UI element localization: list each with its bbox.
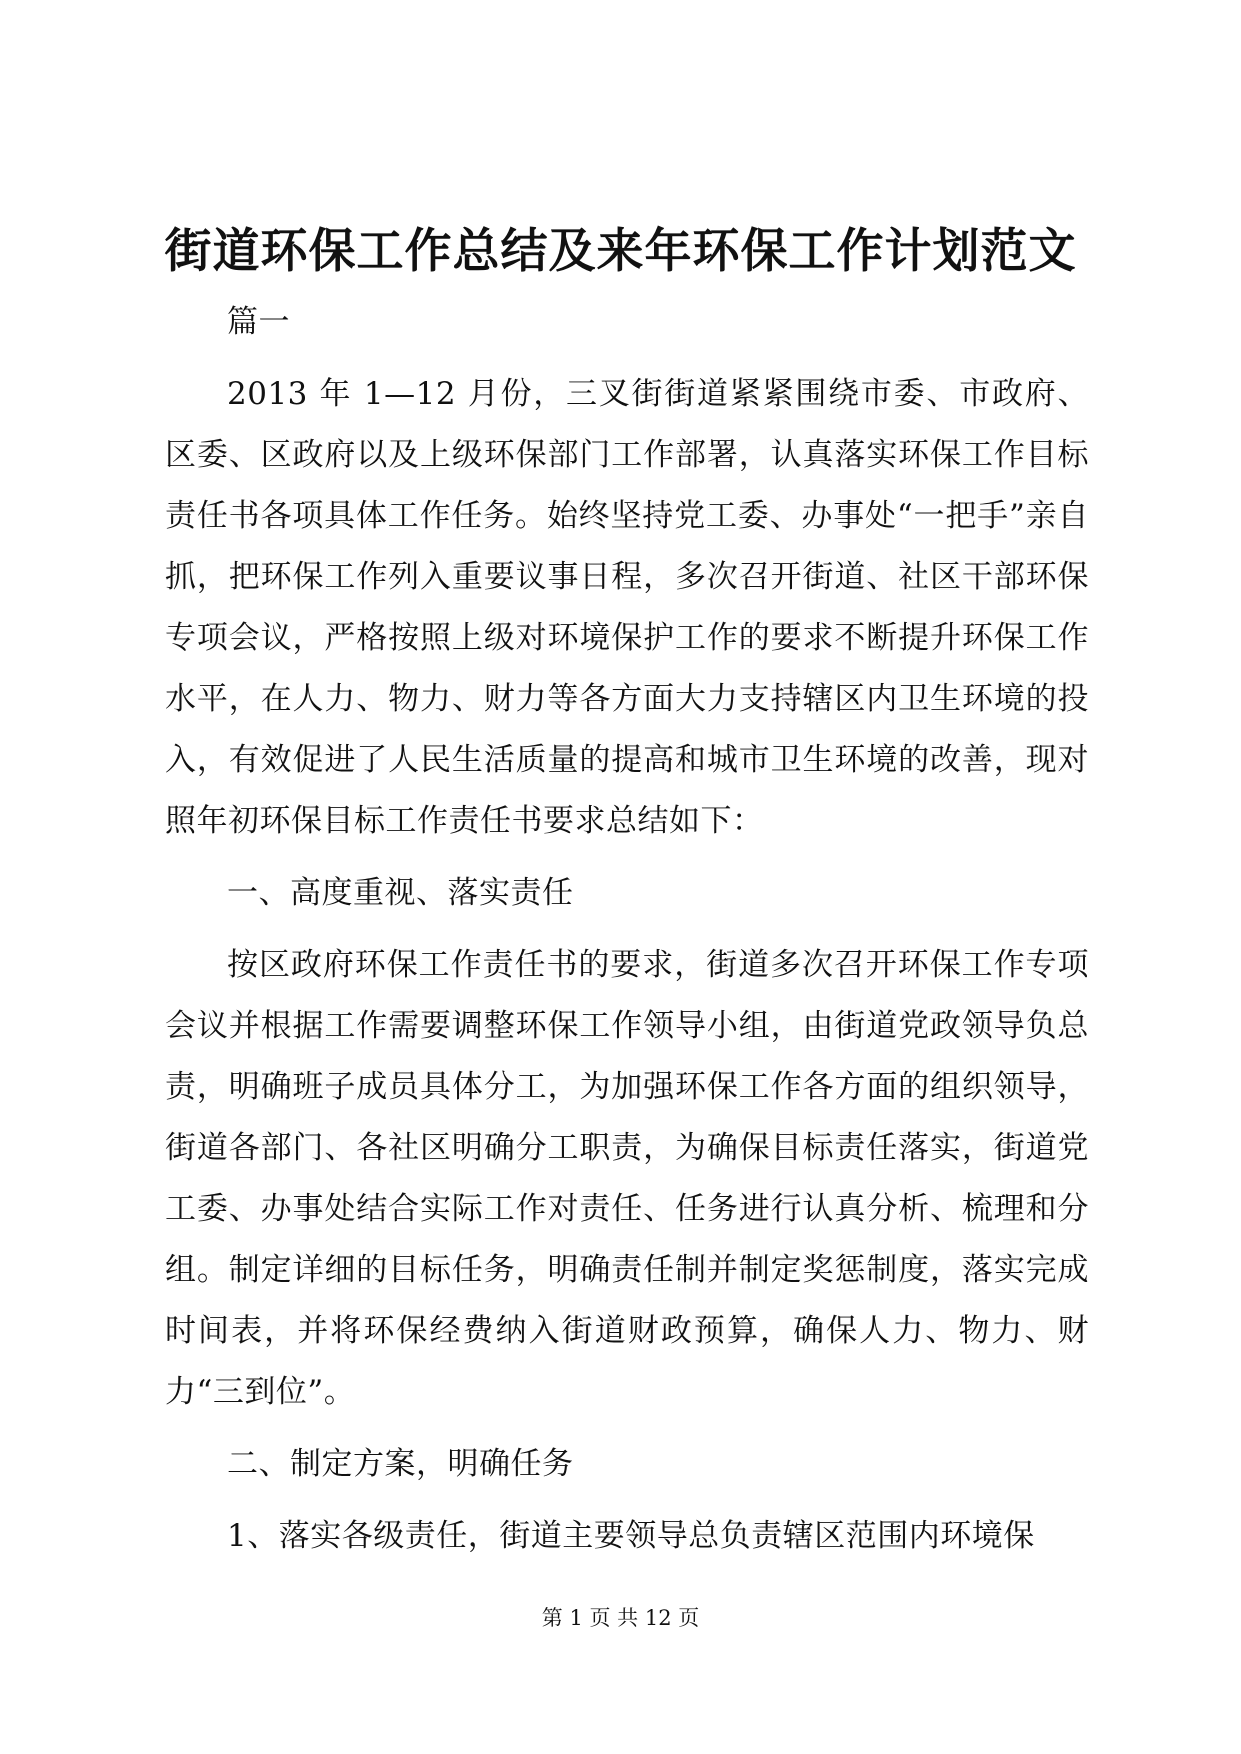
paragraph-section-1: 按区政府环保工作责任书的要求，街道多次召开环保工作专项会议并根据工作需要调整环保工作领导小组，由街道党政领导负总责，明确班子成员具体分工，为加强环保工作各方面的组织领导，街道各部门、各社区明确分工职责，为确保目标责任落实，街道党工委、办事处结合实际工作对责任、任务进行认真分析、梳理和分组。制定详细的目标任务，明确责任制并制定奖惩制度，落实完成时间表，并将环保经费纳入街道财政预算，确保人力、物力、财力“三到位”。 [165, 947, 1089, 1410]
document-title: 街道环保工作总结及来年环保工作计划范文 [164, 224, 1077, 279]
document-body [165, 292, 1089, 1567]
page-footer: 第 1 页 共 12 页 [541, 1606, 700, 1630]
paragraph-section-2-item-1: 1、落实各级责任，街道主要领导总负责辖区范围内环境保 [227, 1518, 1035, 1554]
paragraph-intro: 2013 年 1—12 月份，三叉街街道紧紧围绕市委、市政府、区委、区政府以及上级环保部门工作部署，认真落实环保工作目标责任书各项具体工作任务。始终坚持党工委、办事处“一把手”亲自抓，把环保工作列入重要议事日程，多次召开街道、社区干部环保专项会议，严格按照上级对环境保护工作的要求不断提升环保工作水平，在人力、物力、财力等各方面大力支持辖区内卫生环境的投入，有效促进了人民生活质量的提高和城市卫生环境的改善，现对照年初环保目标工作责任书要求总结如下： [165, 376, 1089, 839]
heading-section-1: 一、高度重视、落实责任 [227, 875, 574, 911]
section-label: 篇一 [227, 304, 290, 340]
heading-section-2: 二、制定方案，明确任务 [227, 1446, 574, 1482]
